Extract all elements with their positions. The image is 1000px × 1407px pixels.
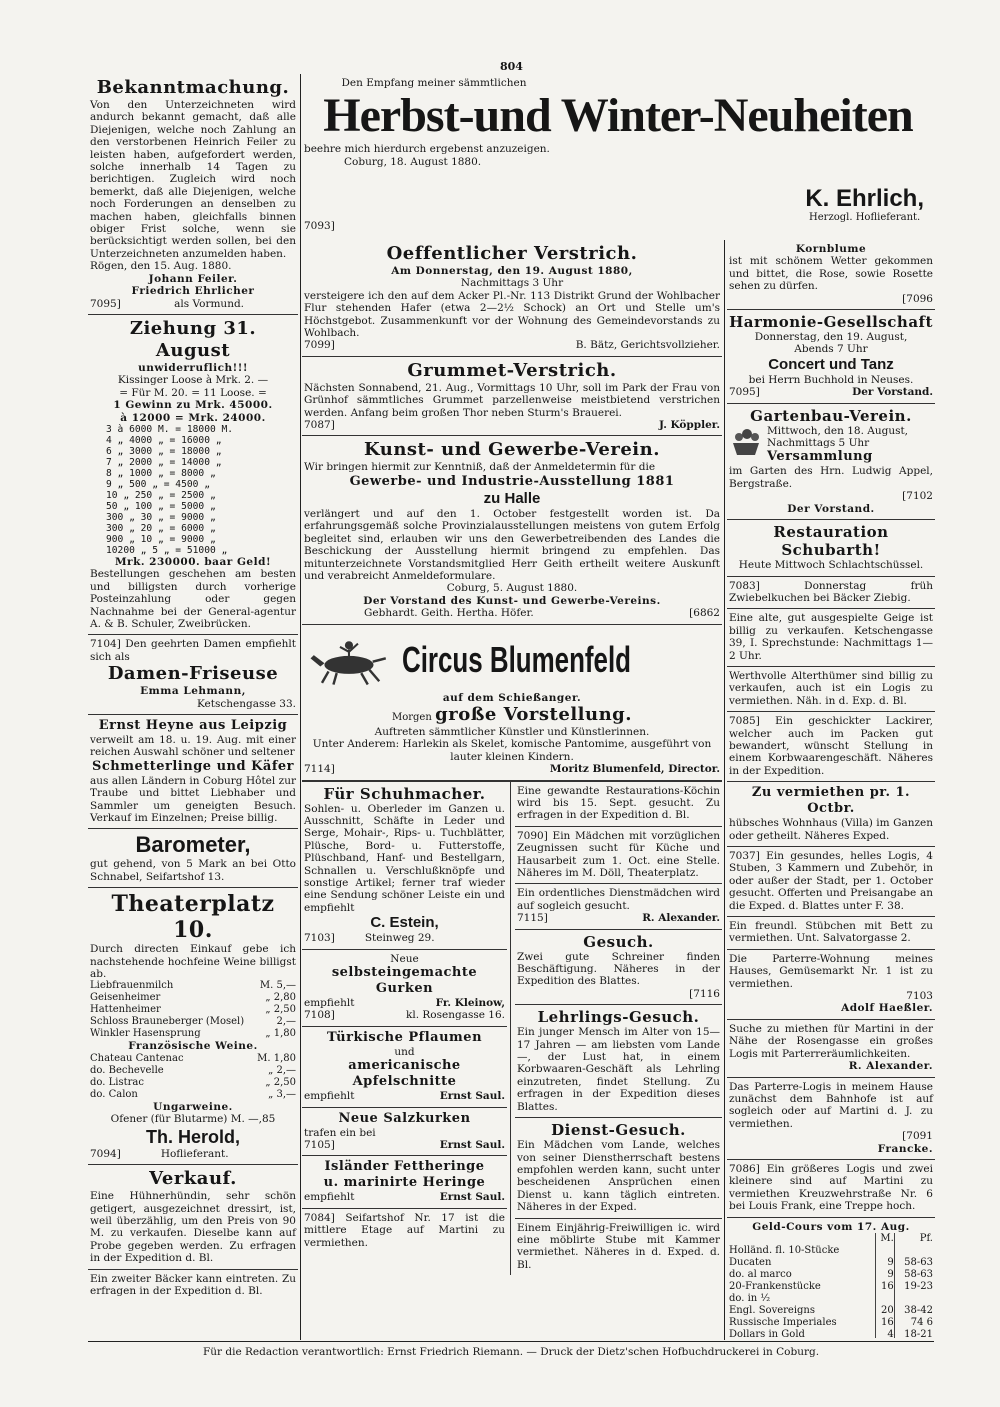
ad-date: Am Donnerstag, den 19. August 1880, <box>391 265 633 277</box>
ad-title: Restauration Schubarth! <box>773 523 889 560</box>
split-section <box>302 781 722 1276</box>
wine-price: „ 1,80 <box>265 1028 296 1040</box>
ad-text: verweilt am 18. u. 19. Aug. mit einer reichen Auswahl schöner und seltener <box>90 734 296 759</box>
ad-time: Nachmittags 3 Uhr <box>460 277 564 290</box>
prize-row: 9 „ 500 „ = 4500 „ <box>106 478 210 490</box>
ad-baecker <box>88 1270 298 1302</box>
ad-number: 7093] <box>304 220 335 232</box>
flower-basket-icon <box>729 425 763 457</box>
wine-name: Winkler Hasensprung <box>90 1028 201 1040</box>
ad-heringe <box>302 1156 507 1208</box>
ad-name: Emma Lehmann, <box>140 685 246 698</box>
ad-damen-friseuse <box>88 635 298 715</box>
ad-verstrich <box>302 240 722 357</box>
column-center <box>302 240 722 1338</box>
wine-price: „ 2,50 <box>265 1004 296 1016</box>
ad-title: Bekanntmachung. <box>96 77 290 98</box>
ad-title: Kornblume <box>795 243 867 255</box>
ad-number: [6862 <box>689 607 720 620</box>
table-header-cell: M. <box>875 1233 894 1245</box>
ad-title: Harmonie-Gesellschaft <box>729 313 933 332</box>
ad-text: 7083] Donnerstag früh Zwiebelkuchen bei Bäcker Ziebig. <box>729 579 933 604</box>
table-cell: Ducaten <box>729 1256 772 1268</box>
ad-text: 7085] Ein geschickter Lackirer, welcher auch im Packen gut bewandert, wünscht Stellung in einem Korbwaarengeschäft. Näheres in der Expedition. <box>729 715 933 777</box>
ad-title: Gewerbe- und Industrie-Ausstellung 1881 <box>349 473 675 489</box>
table-header-cell <box>729 1233 875 1245</box>
ad-address: Ketschengasse 33. <box>196 697 296 710</box>
ad-text: 7104] Den geehrten Damen empfiehlt sich als <box>90 638 296 663</box>
wine-name: Geisenheimer <box>90 992 161 1004</box>
wine-name: Hattenheimer <box>90 1004 161 1016</box>
ad-firm: C. Estein, <box>370 914 439 932</box>
ad-number: 7105] <box>304 1139 335 1152</box>
sub-column-right <box>511 782 722 1276</box>
column-right <box>727 240 935 1338</box>
page-footer: Für die Redaction verantwortlich: Ernst Friedrich Riemann. — Druck der Dietz'schen Hofbuchdruckerei in Coburg. <box>202 1346 820 1358</box>
ad-signature: als Vormund. <box>174 297 245 310</box>
ad-grummet <box>302 357 722 437</box>
ad-text: Neue <box>390 952 419 965</box>
ad-firm-sub: Hoflieferant. <box>160 1147 229 1160</box>
ad-firm: Th. Herold, <box>146 1126 240 1147</box>
ad-title: Oeffentlicher Verstrich. <box>386 243 638 264</box>
wine-name: do. Bechevelle <box>90 1064 164 1076</box>
ad-number: [7091 <box>902 1130 933 1143</box>
ad-number: 7103] <box>304 932 335 945</box>
ad-title: americanische Apfelschnitte <box>348 1058 461 1090</box>
ad-text: 7084] Seifartshof Nr. 17 ist die mittlere Etage auf Martini zu vermiethen. <box>304 1211 505 1249</box>
ad-title: Neue Salzkurken <box>338 1110 471 1126</box>
table-cell <box>875 1245 894 1257</box>
ad-text: Ofener (für Blutarme) M. —,85 <box>110 1113 276 1126</box>
wine-row <box>90 1053 296 1065</box>
prize-list <box>90 424 296 556</box>
ad-text: Zwei gute Schreiner finden Beschäftigung. Näheres in der Expedition des Blattes. <box>517 950 720 988</box>
ad-text: 7037] Ein gesundes, helles Logis, 4 Stuben, 3 Kammern und Zubehör, in oder außer der Stadt, per 1. October gesucht. Offerten und Preisangabe an die Exped. d. Blattes unter F. 38. <box>729 850 933 912</box>
ad-firm: Ernst Saul. <box>439 1090 505 1103</box>
ad-signature: Der Vorstand. <box>852 386 933 399</box>
ad-time: Abends 7 Uhr <box>794 343 868 356</box>
ad-subtitle: auf dem Schießanger. <box>442 691 582 704</box>
column-rule-1 <box>300 74 301 1340</box>
ad-maedchen <box>515 827 722 885</box>
table-cell: Engl. Sovereigns <box>729 1304 816 1316</box>
ad-intro: Den Empfang meiner sämmtlichen <box>341 77 527 89</box>
ad-harmonie <box>727 310 935 404</box>
ad-text: im Garten des Hrn. Ludwig Appel, Bergstraße. <box>729 465 933 490</box>
ad-names: Gebhardt. Geith. Hertha. Höfer. <box>364 607 534 620</box>
table-row <box>729 1293 933 1305</box>
table-cell: 9 <box>875 1257 894 1269</box>
table-cell: 18-21 <box>894 1329 933 1338</box>
ad-text: versteigere ich den auf dem Acker Pl.-Nr. 113 Distrikt Grund der Wohlbacher Flur stehenden Hafer (etwa 2—2½ Schock) an Ort und Stelle um's Höchstgebot. Zusammenkunft vor der Wohnung des Gemeindevorstands zu Wohlbach. <box>304 289 720 340</box>
ad-title: zu Halle <box>483 489 541 507</box>
ad-kunst-gewerbe <box>302 436 722 624</box>
ad-text: ist mit schönem Wetter gekommen und bittet, die Rose, sowie Rosette sehen zu dürfen. <box>729 255 933 293</box>
ad-barometer <box>88 829 298 888</box>
wine-name: Schloss Brauneberger (Mosel) <box>90 1016 245 1028</box>
ad-text: gut gehend, von 5 Mark an bei Otto Schnabel, Seifartshof 13. <box>90 858 296 883</box>
ad-parterre-logis <box>727 1078 935 1160</box>
ad-signature: J. Köppler. <box>659 419 720 432</box>
footer-rule <box>88 1341 934 1342</box>
ad-title: Verkauf. <box>149 1168 237 1190</box>
ad-text: 1 Gewinn zu Mrk. 45000. <box>113 399 273 412</box>
ad-heyne <box>88 715 298 829</box>
prize-row: 7 „ 2000 „ = 14000 „ <box>106 456 222 468</box>
ad-parterre <box>727 950 935 1020</box>
prize-row: 3 à 6000 M. = 18000 M. <box>106 423 234 435</box>
garten-row <box>729 425 933 466</box>
ad-firm-sub: Herzogl. Hoflieferant. <box>809 212 921 223</box>
ad-text: Die Parterre-Wohnung meines Hauses, Gemüsemarkt Nr. 1 ist zu vermiethen. <box>729 952 933 990</box>
ad-title: Für Schuhmacher. <box>323 784 486 803</box>
ad-title: Concert und Tanz <box>768 355 894 373</box>
ad-signature: R. Alexander. <box>642 912 720 925</box>
sub-column-left <box>302 782 511 1276</box>
ad-kornblume <box>727 240 935 310</box>
ad-subtitle: Ungarweine. <box>153 1100 233 1113</box>
ad-number: 7108] <box>304 1009 335 1022</box>
ad-text: Eine gewandte Restaurations-Köchin wird bis 15. Sept. gesucht. Zu erfragen in der Expedition d. Bl. <box>517 784 720 822</box>
ad-seifartshof <box>302 1209 507 1253</box>
ad-text: Eine Hühnerhündin, sehr schön getigert, ausgezeichnet dressirt, ist, weil überzählig, um den Preis von 90 M. zu verkaufen. Dieselbe kann auf Probe gegeben werden. Zu erfragen in der Expedition d. Bl. <box>90 1190 296 1265</box>
wine-row <box>90 980 296 992</box>
wine-row <box>90 992 296 1004</box>
ad-signature: R. Alexander. <box>848 1060 933 1073</box>
ad-title: Theaterplatz 10. <box>111 891 275 944</box>
ad-firm: K. Ehrlich, <box>805 185 924 212</box>
wine-row <box>90 1016 296 1028</box>
ad-time: Nachmittags 5 Uhr <box>767 437 870 450</box>
table-cell: 19-23 <box>894 1281 933 1293</box>
ad-alterthuemer <box>727 667 935 712</box>
ad-lackirer <box>727 712 935 782</box>
ad-title: Barometer, <box>135 832 251 858</box>
ad-restauration <box>727 520 935 576</box>
ad-signature: Der Vorstand. <box>787 502 875 515</box>
prize-row: 50 „ 100 „ = 5000 „ <box>106 500 216 512</box>
ad-text: empfiehlt <box>304 997 355 1010</box>
ad-total: Mrk. 230000. baar Geld! <box>114 555 272 568</box>
wine-name: Chateau Cantenac <box>90 1052 184 1064</box>
wine-row <box>90 1065 296 1077</box>
ad-title: Kunst- und Gewerbe-Verein. <box>364 439 660 461</box>
ad-gartenbau <box>727 404 935 520</box>
ad-title: große Vorstellung. <box>435 703 633 725</box>
ad-text: aus allen Ländern in Coburg Hôtel zur Traube und bittet Liebhaber und Sammler um geneigten Besuch. Verkauf im Einzelnen; Preise billig. <box>90 774 296 825</box>
ad-text: bei Herrn Buchhold in Neuses. <box>748 373 914 386</box>
wine-name: Liebfrauenmilch <box>90 980 174 992</box>
ad-morgen: Morgen <box>391 711 432 723</box>
ad-number: [7116 <box>689 987 720 1000</box>
ad-title: Gartenbau-Verein. <box>750 406 912 425</box>
prize-row: 10 „ 250 „ = 2500 „ <box>106 489 216 501</box>
wine-row <box>90 1004 296 1016</box>
table-cell <box>894 1245 933 1257</box>
wine-price: M. 5,— <box>259 980 296 992</box>
ad-geld-cours <box>727 1218 935 1338</box>
ad-freiwillig <box>515 1219 722 1276</box>
ad-text: Durch directen Einkauf gebe ich nachstehende hochfeine Weine billigst ab. <box>90 943 296 981</box>
ad-signature: Friedrich Ehrlicher <box>131 285 255 298</box>
ad-number: 7094] <box>90 1147 121 1160</box>
ad-title: Damen-Friseuse <box>107 663 279 685</box>
prize-row: 6 „ 3000 „ = 18000 „ <box>106 445 222 457</box>
table-cell: 58-63 <box>894 1257 933 1269</box>
wine-price: „ 3,— <box>268 1088 296 1100</box>
wine-row <box>90 1089 296 1101</box>
wine-name: do. Listrac <box>90 1076 144 1088</box>
ad-title: Schmetterlinge und Käfer <box>91 758 295 774</box>
ad-title: Zu vermiethen pr. 1. Octbr. <box>751 785 911 817</box>
ad-text: Ein ordentliches Dienstmädchen wird auf sogleich gesucht. <box>517 887 720 912</box>
ad-firm: Fr. Kleinow, <box>435 997 505 1010</box>
ad-text: verlängert und auf den 1. October festgestellt worden ist. Da erfahrungsgemäß solche Provinzialausstellungen meistens von gutem Erfolg begleitet sind, erlauben wir uns den Gewerbetreibenden des Landes die Beschickung der Ausstellung hiermit bringend zu empfehlen. Das mitunterzeichnete Vorstandsmitglied Herr Geith ertheilt weitere Auskunft und verabreicht Anmeldeformulare. <box>304 507 720 582</box>
ad-title: Dienst-Gesuch. <box>551 1121 686 1140</box>
ad-text: Heute Mittwoch Schlachtschüssel. <box>738 559 924 572</box>
ad-geige <box>727 609 935 667</box>
ad-number: 7114] <box>304 763 335 776</box>
wine-price: „ 2,80 <box>265 992 296 1004</box>
ad-number: 7095] <box>729 386 760 399</box>
wine-name: do. Calon <box>90 1088 138 1100</box>
table-cell: 20-Frankenstücke <box>729 1280 821 1292</box>
ad-number: 7099] <box>304 339 335 352</box>
ad-title: Türkische Pflaumen <box>326 1029 483 1045</box>
ad-text: 7090] Ein Mädchen mit vorzüglichen Zeugnissen sucht für Küche und Hausarbeit zum 1. Oct. eine Stelle. Näheres im M. Döll, Theaterplatz. <box>517 829 720 879</box>
ad-text: Sohlen- u. Oberleder im Ganzen u. Ausschnitt, Schäfte in Leder und Serge, Mohair-, Rips- u. Tuchblätter, Plüsche, Bord- u. Futterstoffe, Plüschband, Hanf- und Bestellgarn, Schnallen u. Verschlußknöpfe und sonstige Artikel; ferner traf wieder eine Sendung schöner Leiste ein und empfiehlt <box>304 802 505 914</box>
ad-text: à 12000 = Mrk. 24000. <box>120 411 266 424</box>
ad-number: 7115] <box>517 912 548 925</box>
ad-title: selbsteingemachte Gurken <box>331 965 478 997</box>
ad-text: Ein junger Mensch im Alter von 15—17 Jahren — am liebsten vom Lande —, der Lust hat, in einem Korbwaaren-Geschäft als Lehrling einzutreten, findet Stellung. Zu erfragen in der Expedition dieses Blattes. <box>517 1026 720 1113</box>
prize-row: 10200 „ 5 „ = 51000 „ <box>106 544 228 556</box>
ad-gesuch <box>515 930 722 1006</box>
table-cell: Holländ. fl. 10-Stücke <box>729 1244 840 1256</box>
ad-logis-groesser <box>727 1160 935 1218</box>
prize-row: 8 „ 1000 „ = 8000 „ <box>106 467 216 479</box>
ad-address: kl. Rosengasse 16. <box>406 1009 505 1022</box>
ad-text: empfiehlt <box>304 1191 355 1204</box>
ad-text: Einem Einjährig-Freiwilligen ic. wird eine möblirte Stube mit Kammer vermiethet. Näheres in d. Exped. d. Bl. <box>517 1221 720 1271</box>
wine-list <box>90 980 296 1040</box>
table-cell: 20 <box>875 1305 894 1317</box>
table-cell: 58-63 <box>894 1269 933 1281</box>
table-cell: 9 <box>875 1269 894 1281</box>
table-cell: 16 <box>875 1281 894 1293</box>
ad-signature: Francke. <box>877 1142 933 1155</box>
ad-text: empfiehlt <box>304 1090 355 1103</box>
ad-martini <box>727 1020 935 1078</box>
prize-row: 300 „ 30 „ = 9000 „ <box>106 511 216 523</box>
table-row <box>729 1269 933 1281</box>
ad-title: Circus Blumenfeld <box>401 638 631 680</box>
table-row <box>729 1257 933 1269</box>
ad-text: hübsches Wohnhaus (Villa) im Ganzen oder getheilt. Näheres Exped. <box>729 817 933 842</box>
table-row <box>729 1281 933 1293</box>
ad-address: Steinweg 29. <box>364 932 435 945</box>
table-cell <box>875 1293 894 1305</box>
ad-number: 7087] <box>304 419 335 432</box>
table-cell: 74 6 <box>894 1317 933 1329</box>
prize-row: 4 „ 4000 „ = 16000 „ <box>106 434 222 446</box>
table-cell: do. in ⅟₂ <box>729 1292 771 1304</box>
ad-salzkurken <box>302 1108 507 1157</box>
ad-text: Werthvolle Alterthümer sind billig zu verkaufen, auch ist ein Logis zu vermiethen. Näh. in d. Exp. d. Bl. <box>729 669 933 707</box>
ad-signature: Der Vorstand des Kunst- und Gewerbe-Vereins. <box>363 594 661 607</box>
wine-row <box>90 1028 296 1040</box>
ad-theaterplatz <box>88 888 298 1165</box>
wine-row <box>90 1077 296 1089</box>
ad-title: Geld-Cours vom 17. Aug. <box>752 1220 910 1233</box>
ad-subtitle: Französische Weine. <box>128 1040 258 1053</box>
ad-number: [7102 <box>902 490 933 503</box>
ad-schuhmacher <box>302 782 507 950</box>
table-header-cell: Pf. <box>894 1233 933 1245</box>
ad-number: 7095] <box>90 297 121 310</box>
wine-price: M. 1,80 <box>257 1052 296 1064</box>
ad-herbst-winter <box>302 74 934 239</box>
prize-row: 900 „ 10 „ = 9000 „ <box>106 533 216 545</box>
ad-title: u. marinirte Heringe <box>323 1175 486 1191</box>
ad-text: Kissinger Loose à Mrk. 2. — <box>117 374 269 387</box>
table-cell <box>894 1293 933 1305</box>
ad-firm: Ernst Saul. <box>439 1191 505 1204</box>
table-row <box>729 1317 933 1329</box>
column-left <box>88 74 298 1336</box>
ad-vermiethen <box>727 782 935 847</box>
ad-number: 7103 <box>906 990 933 1003</box>
ad-firm-block <box>805 186 924 223</box>
ad-signature: Moritz Blumenfeld, Director. <box>549 763 720 776</box>
ad-title: Grummet-Verstrich. <box>407 359 617 381</box>
wine-list-french <box>90 1053 296 1101</box>
ad-zwiebelkuchen <box>727 577 935 610</box>
exchange-table <box>729 1233 933 1338</box>
ad-date: Rögen, den 15. Aug. 1880. <box>90 260 232 273</box>
table-cell: 4 <box>875 1329 894 1338</box>
ad-text: trafen ein bei <box>304 1126 376 1139</box>
ad-text: Von den Unterzeichneten wird andurch bekannt gemacht, daß alle Diejenigen, welche noch Zahlung an den verstorbenen Heinrich Feiler zu leisten haben, aufgefordert werden, solche innerhalb 14 Tagen zu berichtigen. Zugleich wird noch bemerkt, daß alle Diejenigen, welche noch Forderungen an denselben zu machen haben, gleichfalls binnen obiger Frist solche, wenn sie berücksichtigt werden sollen, bei den Unterzeichneten anzumelden haben. <box>90 99 296 260</box>
ad-text: Ein Mädchen vom Lande, welches von seiner Dienstherrschaft bestens empfohlen werden kann, sucht unter bescheidenen Ansprüchen einen Dienst u. kann täglich eintreten. Näheres in der Exped. <box>517 1139 720 1214</box>
table-cell: do. al marco <box>729 1268 792 1280</box>
prize-row: 300 „ 20 „ = 6000 „ <box>106 522 216 534</box>
ad-signature: Johann Feiler. <box>148 272 238 285</box>
ad-signature: B. Bätz, Gerichtsvollzieher. <box>575 339 720 352</box>
ad-firm: Ernst Saul. <box>439 1139 505 1152</box>
ad-title: Ernst Heyne aus Leipzig <box>98 718 288 733</box>
ad-text: Nächsten Sonnabend, 21. Aug., Vormittags 10 Uhr, soll im Park der Frau von Grünhof sämmtliches Grummet parzellenweise meistbietend verstrichen werden. Anfang beim großen Thor neben Sturm's Brauerei. <box>304 381 720 419</box>
ad-koechin <box>515 782 722 827</box>
ad-text: Ein zweiter Bäcker kann eintreten. Zu erfragen in der Expedition d. Bl. <box>90 1272 296 1297</box>
wine-price: 2,— <box>276 1016 296 1028</box>
ad-text: Das Parterre-Logis in meinem Hause zunächst dem Bahnhofe ist auf sogleich oder auf Martini d. J. zu vermiethen. <box>729 1080 933 1130</box>
ad-stuebchen <box>727 917 935 950</box>
ad-subtitle: unwiderruflich!!! <box>138 361 248 374</box>
wine-price: „ 2,50 <box>265 1076 296 1088</box>
table-header <box>729 1233 933 1245</box>
ad-title: Gesuch. <box>583 932 654 951</box>
ad-date: Mittwoch, den 18. August, <box>767 424 909 437</box>
ad-bekanntmachung <box>88 74 298 315</box>
ad-text: und <box>394 1045 415 1058</box>
horse-rider-icon <box>304 628 394 692</box>
table-cell: Russische Imperiales <box>729 1316 837 1328</box>
circus-banner <box>304 628 720 692</box>
ad-title: Lehrlings-Gesuch. <box>537 1008 700 1027</box>
ad-text: Wir bringen hiermit zur Kenntniß, daß der Anmeldetermin für die <box>304 461 656 474</box>
ad-pflaumen <box>302 1027 507 1108</box>
ad-logis <box>727 847 935 917</box>
ad-verkauf <box>88 1165 298 1269</box>
ad-date: Donnerstag, den 19. August, <box>754 331 908 344</box>
ad-lehrling <box>515 1005 722 1118</box>
ad-text: 7086] Ein größeres Logis und zwei kleinere sind auf Martini zu vermiethen Kreuzwehrstraße Nr. 6 bei Louis Frank, eine Treppe hoch. <box>729 1162 933 1213</box>
ad-text: = Für M. 20. = 11 Loose. = <box>119 386 267 399</box>
ad-date: Coburg, 5. August 1880. <box>446 582 578 595</box>
ad-text: Bestellungen geschehen am besten und billigsten durch vorherige Postеinzahlung oder gegen Nachnahme bei der General-agentur A. & B. Schuler, Zweibrücken. <box>90 568 296 630</box>
ad-date: Coburg, 18. August 1880. <box>344 155 482 168</box>
ad-dienstgesuch <box>515 1118 722 1218</box>
ad-title: Herbst-und Winter-Neuheiten <box>323 89 913 143</box>
table-row <box>729 1245 933 1257</box>
ad-gurken <box>302 950 507 1027</box>
ad-dienstmaedchen <box>515 884 722 929</box>
ad-title: Isländer Fettheringe <box>324 1159 485 1175</box>
wine-price: „ 2,— <box>268 1064 296 1076</box>
ad-signature: Adolf Haeßler. <box>841 1002 933 1015</box>
ad-number: [7096 <box>902 292 933 305</box>
table-cell: 16 <box>875 1317 894 1329</box>
ad-title: Versammlung <box>767 449 873 465</box>
ad-title: Ziehung 31. August <box>129 317 257 361</box>
ad-ziehung <box>88 315 298 635</box>
table-row <box>729 1329 933 1338</box>
ad-text: Unter Anderem: Harlekin als Skelet, komische Pantomime, ausgeführt von lauter kleinen Kindern. <box>312 738 712 763</box>
ad-text: Eine alte, gut ausgespielte Geige ist billig zu verkaufen. Ketschengasse 39, I. Sprechstunde: Nachmittags 1—2 Uhr. <box>729 612 933 662</box>
table-cell: Dollars in Gold <box>729 1328 805 1338</box>
ad-circus <box>302 625 722 781</box>
ad-text: Suche zu miethen für Martini in der Nähe der Rosengasse ein großes Logis mit Parterreräumlichkeiten. <box>729 1022 933 1060</box>
ad-text: Auftreten sämmtlicher Künstler und Künstlerinnen. <box>374 725 650 738</box>
table-row <box>729 1305 933 1317</box>
table-cell: 38-42 <box>894 1305 933 1317</box>
ad-text: beehre mich hierdurch ergebenst anzuzeigen. <box>304 143 550 156</box>
ad-text: Ein freundl. Stübchen mit Bett zu vermiethen. Unt. Salvatorgasse 2. <box>729 920 933 945</box>
page-number: 804 <box>500 60 523 73</box>
